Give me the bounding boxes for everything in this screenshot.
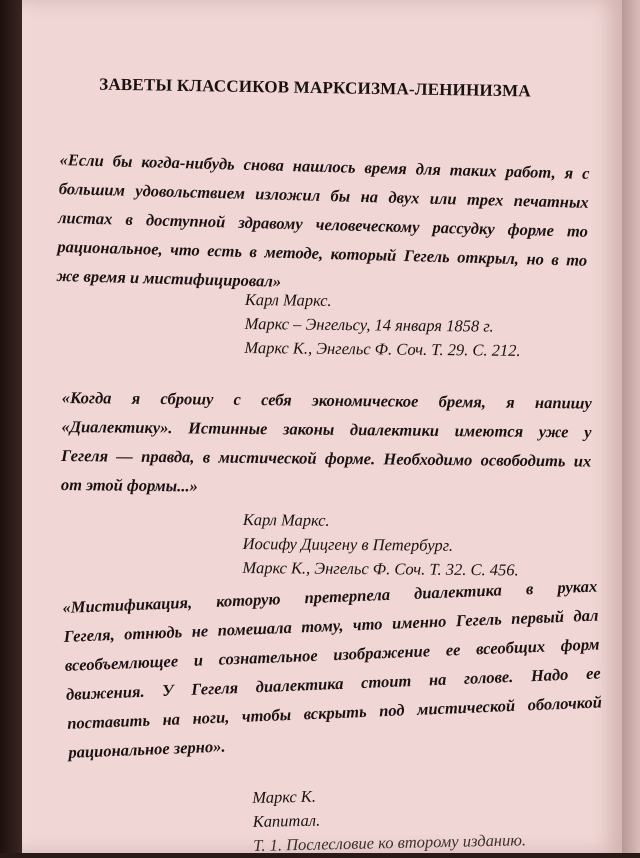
quote-line: листах в доступной здравому человеческому рассудку форме то (57, 207, 589, 241)
source-author: Маркс К. (252, 786, 317, 807)
quote-1-source (244, 288, 521, 363)
quote-line: «Мистификация, которую претерпела диалектика в руках (62, 576, 598, 617)
quote-line: Гегеля — правда, в мистической форме. Необходимо освободить их (61, 445, 592, 471)
source-reference: Т. 1. Послесловие ко второму изданию. (253, 830, 527, 855)
quote-line: рациональное зерно». (68, 736, 226, 762)
quote-2-source (242, 508, 519, 582)
source-letter: Иосифу Дицгену в Петербург. (242, 533, 454, 555)
quote-1 (56, 145, 590, 304)
book-right-edge (622, 0, 640, 853)
quote-line: «Когда я сброшу с себя экономическое бремя, я напишу (61, 387, 592, 413)
quote-3 (62, 572, 604, 767)
book-left-edge (0, 0, 22, 853)
quote-line: большим удовольствием изложил бы на двух или трех печатных (58, 178, 589, 212)
quote-3-source (252, 780, 526, 858)
source-work: Капитал. (252, 810, 321, 831)
quote-line: Гегеля, отнюдь не помешала тому, что именно Гегель первый дал (63, 605, 599, 646)
quote-line: «Диалектику». Истинные законы диалектики имеются уже у (61, 416, 592, 442)
quote-line: движения. У Гегеля диалектика стоит на голове. Надо ее (65, 663, 602, 704)
quote-line: поставить на ноги, чтобы вскрыть под мистической оболочкой (66, 692, 603, 733)
quote-line: же время и мистифицировал» (56, 265, 282, 291)
source-reference: Маркс К., Энгельс Ф. Соч. Т. 32. С. 456. (242, 557, 519, 580)
source-author: Карл Маркс. (242, 509, 330, 530)
source-author: Карл Маркс. (244, 289, 332, 310)
source-reference: Маркс К., Энгельс Ф. Соч. Т. 29. С. 212. (244, 337, 521, 360)
source-letter: Маркс – Энгельсу, 14 января 1858 г. (244, 313, 494, 336)
page-title: ЗАВЕТЫ КЛАССИКОВ МАРКСИЗМА-ЛЕНИНИЗМА (99, 74, 531, 101)
quote-line: рациональное, что есть в методе, который Гегель открыл, но в то (57, 236, 588, 270)
quote-2 (61, 383, 592, 505)
quote-line: от этой формы...» (60, 474, 198, 496)
quote-line: всеобъемлющее и сознательное изображение ее всеобщих форм (64, 634, 600, 675)
quote-line: «Если бы когда-нибудь снова нашлось время для таких работ, я с (59, 149, 590, 183)
